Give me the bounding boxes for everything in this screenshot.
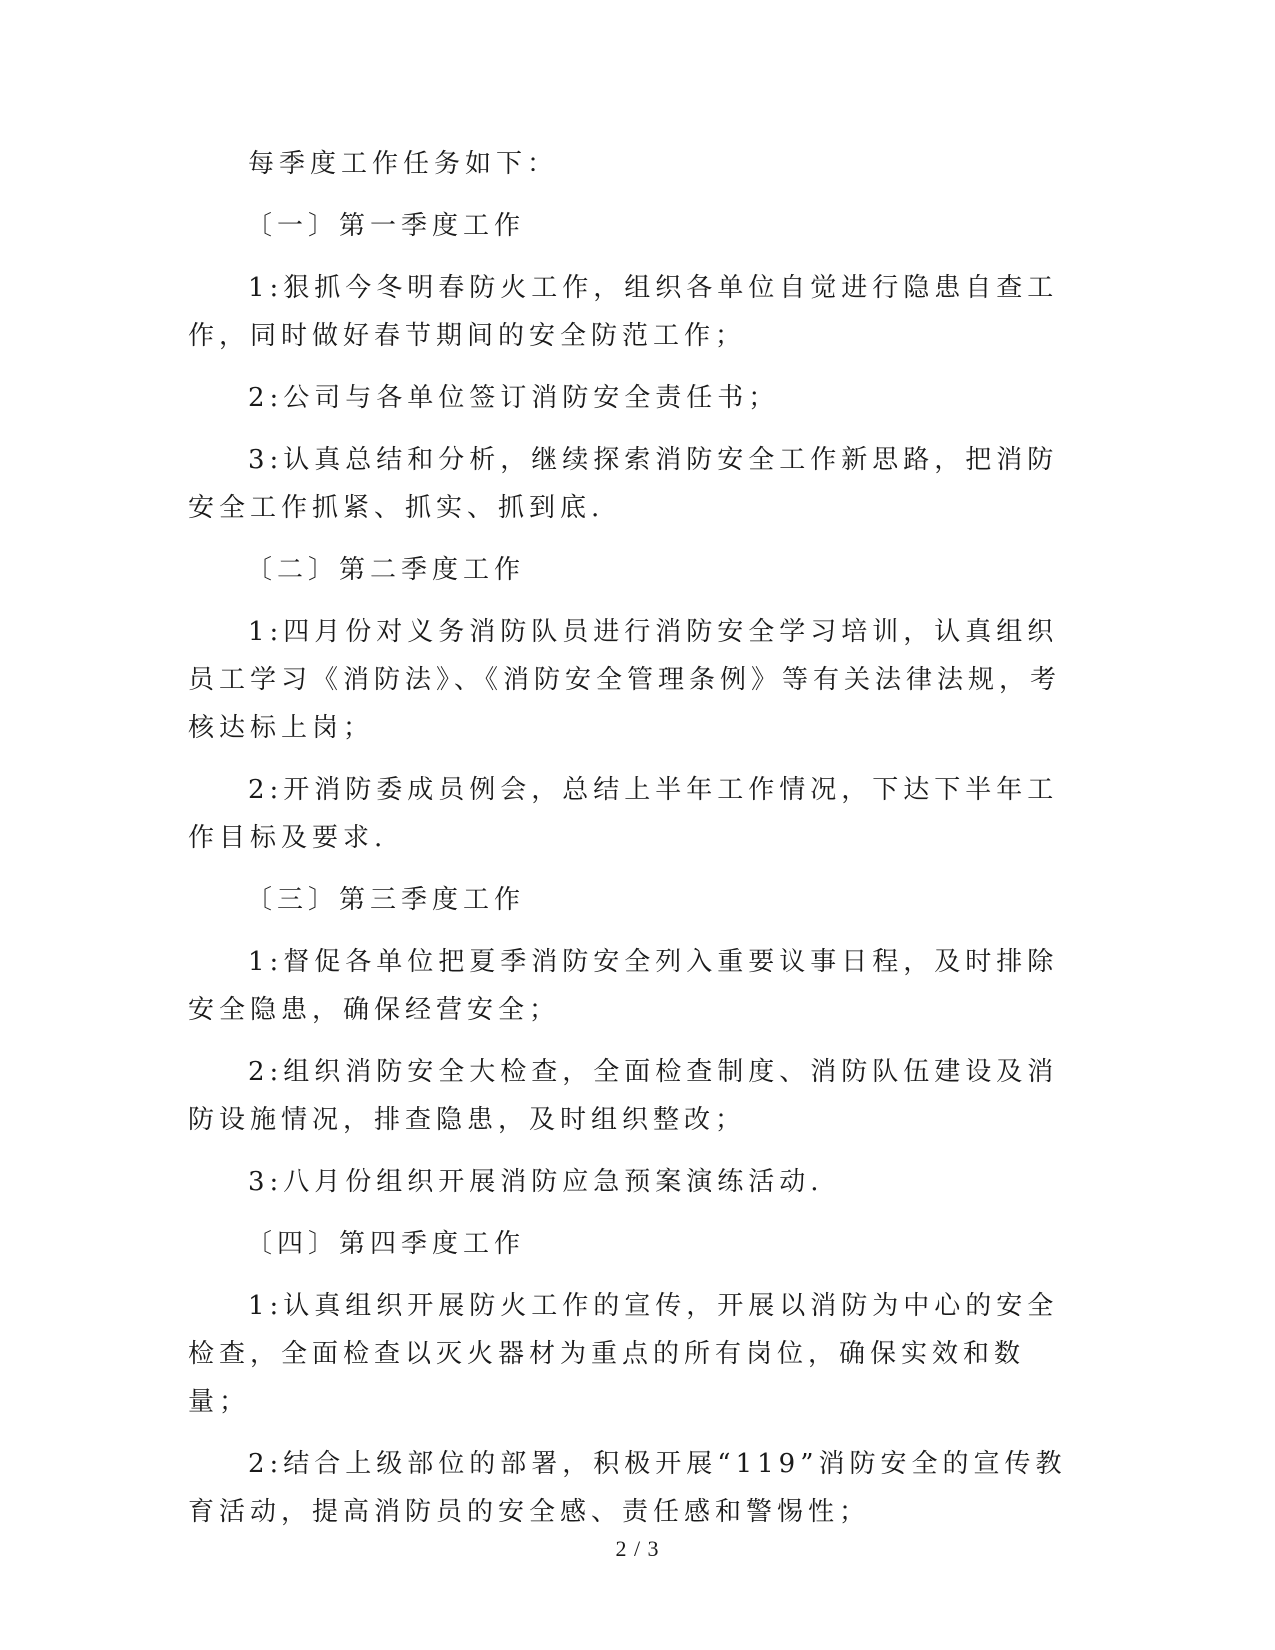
q4-item-1: 1:认真组织开展防火工作的宣传，开展以消防为中心的安全检查，全面检查以灭火器材为重点的所有岗位，确保实效和数量； — [188, 1291, 1059, 1417]
section-heading-q1: 〔一〕第一季度工作 — [246, 211, 526, 241]
section-heading-q2: 〔二〕第二季度工作 — [246, 555, 526, 585]
q1-item-2: 2:公司与各单位签订消防安全责任书； — [248, 383, 780, 413]
q3-item-2: 2:组织消防安全大检查，全面检查制度、消防队伍建设及消防设施情况，排查隐患，及时组织整改； — [188, 1057, 1059, 1135]
section-heading-q4: 〔四〕第四季度工作 — [246, 1229, 526, 1259]
q4-item-2: 2:结合上级部位的部署，积极开展“119”消防安全的宣传教育活动，提高消防员的安全感、责任感和警惕性； — [188, 1449, 1067, 1527]
page-number: 2 / 3 — [615, 1536, 660, 1561]
q3-item-1: 1:督促各单位把夏季消防安全列入重要议事日程，及时排除安全隐患，确保经营安全； — [188, 947, 1059, 1025]
document-body — [188, 140, 1068, 1550]
q1-item-3: 3:认真总结和分析，继续探索消防安全工作新思路，把消防安全工作抓紧、抓实、抓到底. — [188, 445, 1059, 523]
q3-item-3: 3:八月份组织开展消防应急预案演练活动. — [248, 1167, 824, 1197]
intro-paragraph: 每季度工作任务如下： — [248, 149, 559, 179]
section-heading-q3: 〔三〕第三季度工作 — [246, 885, 526, 915]
q2-item-2: 2:开消防委成员例会，总结上半年工作情况，下达下半年工作目标及要求. — [188, 775, 1059, 853]
q1-item-1: 1:狠抓今冬明春防火工作，组织各单位自觉进行隐患自查工作，同时做好春节期间的安全防范工作； — [188, 273, 1059, 351]
q2-item-1: 1:四月份对义务消防队员进行消防安全学习培训，认真组织员工学习《消防法》、《消防安全管理条例》等有关法律法规，考核达标上岗； — [188, 617, 1062, 743]
